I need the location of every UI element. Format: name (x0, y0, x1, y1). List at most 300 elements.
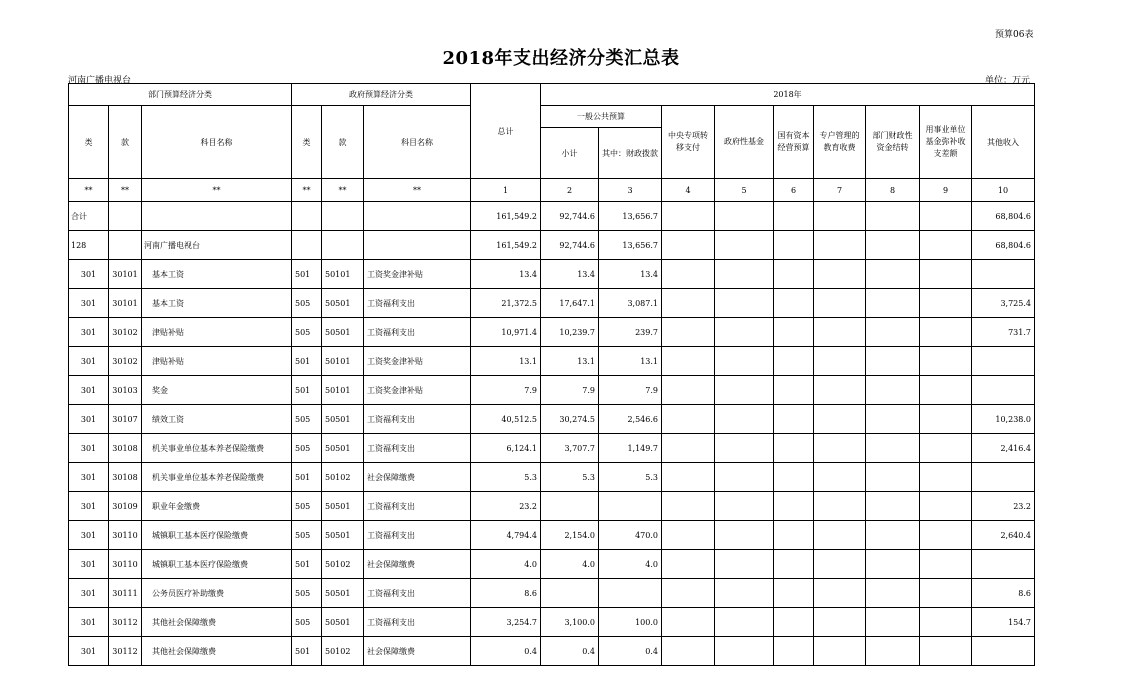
special-account-header: 专户管理的教育收费 (814, 106, 866, 179)
supplement-cell (920, 637, 972, 666)
dept-name-header: 科目名称 (142, 106, 292, 179)
supplement-cell (920, 289, 972, 318)
dept-kuan-cell (109, 231, 142, 260)
supplement-cell (920, 550, 972, 579)
dept-lei-cell: 301 (69, 608, 109, 637)
gov-lei-cell: 505 (292, 579, 322, 608)
other-income-cell (972, 637, 1035, 666)
gov-lei-cell (292, 202, 322, 231)
gov-name-header: 科目名称 (364, 106, 471, 179)
index-cell: 1 (471, 179, 541, 202)
dept-lei-cell: 301 (69, 579, 109, 608)
subtotal-cell (541, 579, 599, 608)
general-budget-header: 一般公共预算 (541, 106, 662, 128)
soe-budget-cell (774, 260, 814, 289)
gov-lei-cell: 501 (292, 376, 322, 405)
total-cell: 6,124.1 (471, 434, 541, 463)
supplement-cell (920, 434, 972, 463)
fiscal-cell: 13.1 (599, 347, 662, 376)
dept-lei-cell: 301 (69, 463, 109, 492)
index-cell: 6 (774, 179, 814, 202)
dept-name-cell: 基本工资 (142, 260, 292, 289)
supplement-cell (920, 202, 972, 231)
carryover-cell (866, 289, 920, 318)
gov-fund-cell (715, 289, 774, 318)
dept-name-cell: 基本工资 (142, 289, 292, 318)
table-row (69, 550, 1035, 579)
dept-lei-cell: 301 (69, 318, 109, 347)
gov-kuan-cell: 50501 (322, 289, 364, 318)
gov-name-cell: 工资奖金津补贴 (364, 347, 471, 376)
gov-fund-cell (715, 231, 774, 260)
central-transfer-cell (662, 347, 715, 376)
carryover-cell (866, 376, 920, 405)
total-cell: 161,549.2 (471, 231, 541, 260)
gov-kuan-cell: 50501 (322, 492, 364, 521)
subtotal-cell: 4.0 (541, 550, 599, 579)
central-transfer-header: 中央专项转移支付 (662, 106, 715, 179)
soe-budget-cell (774, 550, 814, 579)
gov-name-cell: 工资福利支出 (364, 289, 471, 318)
total-cell: 0.4 (471, 637, 541, 666)
subtotal-cell: 3,100.0 (541, 608, 599, 637)
dept-lei-cell: 301 (69, 289, 109, 318)
soe-budget-cell (774, 637, 814, 666)
table-row (69, 637, 1035, 666)
subtotal-header: 小计 (541, 128, 599, 179)
soe-budget-cell (774, 579, 814, 608)
dept-name-cell: 城镇职工基本医疗保险缴费 (142, 550, 292, 579)
gov-name-cell: 工资福利支出 (364, 579, 471, 608)
dept-lei-cell: 301 (69, 347, 109, 376)
gov-kuan-cell: 50501 (322, 608, 364, 637)
organization-name: 河南广播电视台 (68, 76, 132, 86)
dept-name-cell: 职业年金缴费 (142, 492, 292, 521)
fiscal-cell: 100.0 (599, 608, 662, 637)
gov-fund-cell (715, 579, 774, 608)
special-account-cell (814, 637, 866, 666)
carryover-cell (866, 318, 920, 347)
dept-kuan-header: 款 (109, 106, 142, 179)
dept-name-cell: 奖金 (142, 376, 292, 405)
dept-name-cell (142, 202, 292, 231)
special-account-cell (814, 579, 866, 608)
soe-budget-cell (774, 231, 814, 260)
gov-kuan-cell: 50501 (322, 405, 364, 434)
dept-kuan-cell: 30103 (109, 376, 142, 405)
subtotal-cell: 5.3 (541, 463, 599, 492)
form-number: 预算06表 (995, 30, 1034, 40)
dept-name-cell: 津贴补贴 (142, 318, 292, 347)
supplement-cell (920, 521, 972, 550)
dept-kuan-cell: 30110 (109, 550, 142, 579)
supplement-cell (920, 260, 972, 289)
central-transfer-cell (662, 318, 715, 347)
gov-fund-cell (715, 463, 774, 492)
dept-lei-cell: 合计 (69, 202, 109, 231)
dept-lei-cell: 301 (69, 260, 109, 289)
gov-kuan-cell: 50101 (322, 347, 364, 376)
subtotal-cell: 30,274.5 (541, 405, 599, 434)
dept-name-cell: 机关事业单位基本养老保险缴费 (142, 434, 292, 463)
other-income-cell: 10,238.0 (972, 405, 1035, 434)
dept-lei-cell: 128 (69, 231, 109, 260)
gov-fund-cell (715, 550, 774, 579)
gov-lei-cell: 505 (292, 434, 322, 463)
other-income-cell: 2,640.4 (972, 521, 1035, 550)
subtotal-cell: 13.1 (541, 347, 599, 376)
dept-lei-cell: 301 (69, 550, 109, 579)
gov-lei-cell: 505 (292, 405, 322, 434)
soe-budget-cell (774, 492, 814, 521)
gov-name-cell (364, 231, 471, 260)
supplement-cell (920, 405, 972, 434)
other-income-cell (972, 550, 1035, 579)
fiscal-cell: 0.4 (599, 637, 662, 666)
supplement-cell (920, 376, 972, 405)
special-account-cell (814, 492, 866, 521)
dept-name-cell: 机关事业单位基本养老保险缴费 (142, 463, 292, 492)
other-income-cell: 154.7 (972, 608, 1035, 637)
other-income-cell (972, 376, 1035, 405)
unit-label: 单位：万元 (985, 76, 1031, 86)
expenditure-table (68, 83, 1035, 666)
subtotal-cell: 92,744.6 (541, 202, 599, 231)
gov-kuan-cell: 50501 (322, 521, 364, 550)
gov-name-cell: 工资奖金津补贴 (364, 376, 471, 405)
total-cell: 5.3 (471, 463, 541, 492)
table-row (69, 405, 1035, 434)
total-cell: 13.4 (471, 260, 541, 289)
fiscal-cell: 2,546.6 (599, 405, 662, 434)
gov-kuan-cell: 50101 (322, 376, 364, 405)
soe-budget-cell (774, 521, 814, 550)
other-income-cell: 8.6 (972, 579, 1035, 608)
central-transfer-cell (662, 231, 715, 260)
total-cell: 8.6 (471, 579, 541, 608)
subtotal-cell: 17,647.1 (541, 289, 599, 318)
table-row (69, 202, 1035, 231)
carryover-cell (866, 202, 920, 231)
gov-name-cell: 工资福利支出 (364, 405, 471, 434)
fiscal-cell: 13,656.7 (599, 202, 662, 231)
dept-name-cell: 城镇职工基本医疗保险缴费 (142, 521, 292, 550)
dept-name-cell: 河南广播电视台 (142, 231, 292, 260)
index-cell: 3 (599, 179, 662, 202)
supplement-cell (920, 231, 972, 260)
total-cell: 10,971.4 (471, 318, 541, 347)
gov-kuan-cell (322, 231, 364, 260)
dept-name-cell: 其他社会保障缴费 (142, 637, 292, 666)
dept-lei-cell: 301 (69, 434, 109, 463)
other-income-cell (972, 347, 1035, 376)
central-transfer-cell (662, 579, 715, 608)
dept-kuan-cell: 30112 (109, 637, 142, 666)
fiscal-cell: 470.0 (599, 521, 662, 550)
carryover-cell (866, 521, 920, 550)
gov-name-cell: 工资奖金津补贴 (364, 260, 471, 289)
fiscal-cell: 13,656.7 (599, 231, 662, 260)
soe-budget-cell (774, 434, 814, 463)
gov-name-cell: 工资福利支出 (364, 521, 471, 550)
dept-kuan-cell: 30111 (109, 579, 142, 608)
gov-kuan-cell: 50101 (322, 260, 364, 289)
supplement-cell (920, 579, 972, 608)
index-cell: 4 (662, 179, 715, 202)
gov-kuan-cell (322, 202, 364, 231)
other-income-cell: 3,725.4 (972, 289, 1035, 318)
special-account-cell (814, 434, 866, 463)
special-account-cell (814, 318, 866, 347)
dept-kuan-cell: 30107 (109, 405, 142, 434)
fiscal-cell (599, 579, 662, 608)
gov-fund-cell (715, 376, 774, 405)
table-row (69, 376, 1035, 405)
dept-kuan-cell: 30101 (109, 260, 142, 289)
gov-name-cell: 工资福利支出 (364, 318, 471, 347)
special-account-cell (814, 347, 866, 376)
special-account-cell (814, 289, 866, 318)
central-transfer-cell (662, 492, 715, 521)
central-transfer-cell (662, 376, 715, 405)
central-transfer-cell (662, 260, 715, 289)
soe-budget-cell (774, 318, 814, 347)
gov-name-cell: 社会保障缴费 (364, 637, 471, 666)
supplement-cell (920, 347, 972, 376)
index-cell: 7 (814, 179, 866, 202)
other-income-cell: 23.2 (972, 492, 1035, 521)
gov-fund-cell (715, 492, 774, 521)
gov-lei-header: 类 (292, 106, 322, 179)
subtotal-cell (541, 492, 599, 521)
table-row (69, 463, 1035, 492)
total-cell: 7.9 (471, 376, 541, 405)
central-transfer-cell (662, 289, 715, 318)
fiscal-appropriation-header: 其中：财政拨款 (599, 128, 662, 179)
gov-lei-cell: 501 (292, 550, 322, 579)
subtotal-cell: 7.9 (541, 376, 599, 405)
gov-kuan-cell: 50102 (322, 550, 364, 579)
gov-kuan-cell: 50501 (322, 318, 364, 347)
fiscal-cell: 5.3 (599, 463, 662, 492)
gov-lei-cell (292, 231, 322, 260)
central-transfer-cell (662, 202, 715, 231)
dept-classification-header: 部门预算经济分类 (69, 84, 292, 106)
dept-kuan-cell: 30110 (109, 521, 142, 550)
total-cell: 13.1 (471, 347, 541, 376)
index-cell: ** (142, 179, 292, 202)
subtotal-cell: 2,154.0 (541, 521, 599, 550)
dept-kuan-cell: 30102 (109, 347, 142, 376)
gov-lei-cell: 505 (292, 492, 322, 521)
total-cell: 23.2 (471, 492, 541, 521)
carryover-cell (866, 463, 920, 492)
table-row (69, 521, 1035, 550)
special-account-cell (814, 231, 866, 260)
index-cell: ** (109, 179, 142, 202)
special-account-cell (814, 521, 866, 550)
gov-fund-cell (715, 347, 774, 376)
fiscal-cell: 3,087.1 (599, 289, 662, 318)
gov-lei-cell: 505 (292, 608, 322, 637)
total-cell: 3,254.7 (471, 608, 541, 637)
total-cell: 40,512.5 (471, 405, 541, 434)
gov-lei-cell: 505 (292, 289, 322, 318)
special-account-cell (814, 463, 866, 492)
other-income-header: 其他收入 (972, 106, 1035, 179)
gov-fund-cell (715, 405, 774, 434)
other-income-cell: 68,804.6 (972, 231, 1035, 260)
gov-name-cell: 社会保障缴费 (364, 463, 471, 492)
index-cell: ** (322, 179, 364, 202)
total-cell: 21,372.5 (471, 289, 541, 318)
central-transfer-cell (662, 637, 715, 666)
central-transfer-cell (662, 405, 715, 434)
fiscal-cell: 7.9 (599, 376, 662, 405)
soe-budget-cell (774, 202, 814, 231)
soe-budget-cell (774, 289, 814, 318)
carryover-cell (866, 260, 920, 289)
dept-lei-cell: 301 (69, 521, 109, 550)
index-cell: 2 (541, 179, 599, 202)
dept-kuan-cell: 30101 (109, 289, 142, 318)
table-row (69, 579, 1035, 608)
dept-lei-cell: 301 (69, 492, 109, 521)
gov-fund-cell (715, 608, 774, 637)
gov-classification-header: 政府预算经济分类 (292, 84, 471, 106)
carryover-cell (866, 347, 920, 376)
carryover-cell (866, 608, 920, 637)
carryover-cell (866, 637, 920, 666)
year-header: 2018年 (541, 84, 1035, 106)
dept-lei-cell: 301 (69, 637, 109, 666)
carryover-cell (866, 492, 920, 521)
carryover-cell (866, 405, 920, 434)
page-title: 2018年支出经济分类汇总表 (442, 48, 680, 69)
gov-name-cell: 工资福利支出 (364, 608, 471, 637)
carryover-cell (866, 231, 920, 260)
supplement-cell (920, 318, 972, 347)
dept-name-cell: 其他社会保障缴费 (142, 608, 292, 637)
carryover-cell (866, 579, 920, 608)
carryover-cell (866, 434, 920, 463)
supplement-cell (920, 463, 972, 492)
special-account-cell (814, 550, 866, 579)
table-row (69, 318, 1035, 347)
index-cell: 9 (920, 179, 972, 202)
table-row (69, 231, 1035, 260)
special-account-cell (814, 260, 866, 289)
gov-fund-cell (715, 202, 774, 231)
index-cell: 5 (715, 179, 774, 202)
other-income-cell: 68,804.6 (972, 202, 1035, 231)
soe-budget-cell (774, 463, 814, 492)
gov-name-cell (364, 202, 471, 231)
supplement-cell (920, 492, 972, 521)
carryover-cell (866, 550, 920, 579)
dept-name-cell: 公务员医疗补助缴费 (142, 579, 292, 608)
gov-lei-cell: 505 (292, 521, 322, 550)
index-cell: 8 (866, 179, 920, 202)
total-header: 总计 (471, 84, 541, 179)
gov-name-cell: 工资福利支出 (364, 434, 471, 463)
special-account-cell (814, 376, 866, 405)
supplement-cell (920, 608, 972, 637)
table-row (69, 289, 1035, 318)
other-income-cell (972, 260, 1035, 289)
gov-lei-cell: 501 (292, 637, 322, 666)
soe-budget-cell (774, 347, 814, 376)
soe-budget-cell (774, 405, 814, 434)
gov-fund-header: 政府性基金 (715, 106, 774, 179)
other-income-cell (972, 463, 1035, 492)
gov-fund-cell (715, 521, 774, 550)
gov-fund-cell (715, 434, 774, 463)
total-cell: 4.0 (471, 550, 541, 579)
soe-budget-cell (774, 376, 814, 405)
table-row (69, 434, 1035, 463)
table-row (69, 492, 1035, 521)
subtotal-cell: 0.4 (541, 637, 599, 666)
fiscal-cell: 4.0 (599, 550, 662, 579)
index-cell: ** (292, 179, 322, 202)
dept-kuan-cell (109, 202, 142, 231)
central-transfer-cell (662, 550, 715, 579)
gov-name-cell: 社会保障缴费 (364, 550, 471, 579)
column-index-row (69, 179, 1035, 202)
index-cell: ** (364, 179, 471, 202)
special-account-cell (814, 405, 866, 434)
index-cell: 10 (972, 179, 1035, 202)
table-row (69, 260, 1035, 289)
carryover-header: 部门财政性资金结转 (866, 106, 920, 179)
dept-kuan-cell: 30102 (109, 318, 142, 347)
gov-lei-cell: 501 (292, 260, 322, 289)
dept-name-cell: 津贴补贴 (142, 347, 292, 376)
soe-budget-cell (774, 608, 814, 637)
dept-kuan-cell: 30108 (109, 434, 142, 463)
dept-kuan-cell: 30109 (109, 492, 142, 521)
soe-budget-header: 国有资本经营预算 (774, 106, 814, 179)
dept-lei-header: 类 (69, 106, 109, 179)
gov-lei-cell: 501 (292, 347, 322, 376)
central-transfer-cell (662, 521, 715, 550)
subtotal-cell: 92,744.6 (541, 231, 599, 260)
other-income-cell: 731.7 (972, 318, 1035, 347)
special-account-cell (814, 202, 866, 231)
special-account-cell (814, 608, 866, 637)
gov-name-cell: 工资福利支出 (364, 492, 471, 521)
gov-kuan-header: 款 (322, 106, 364, 179)
total-cell: 4,794.4 (471, 521, 541, 550)
gov-fund-cell (715, 260, 774, 289)
supplement-header: 用事业单位基金弥补收支差额 (920, 106, 972, 179)
dept-lei-cell: 301 (69, 405, 109, 434)
central-transfer-cell (662, 434, 715, 463)
index-cell: ** (69, 179, 109, 202)
fiscal-cell: 239.7 (599, 318, 662, 347)
total-cell: 161,549.2 (471, 202, 541, 231)
gov-kuan-cell: 50102 (322, 463, 364, 492)
gov-fund-cell (715, 637, 774, 666)
subtotal-cell: 3,707.7 (541, 434, 599, 463)
dept-kuan-cell: 30112 (109, 608, 142, 637)
subtotal-cell: 13.4 (541, 260, 599, 289)
fiscal-cell: 13.4 (599, 260, 662, 289)
gov-fund-cell (715, 318, 774, 347)
gov-kuan-cell: 50501 (322, 434, 364, 463)
gov-lei-cell: 505 (292, 318, 322, 347)
